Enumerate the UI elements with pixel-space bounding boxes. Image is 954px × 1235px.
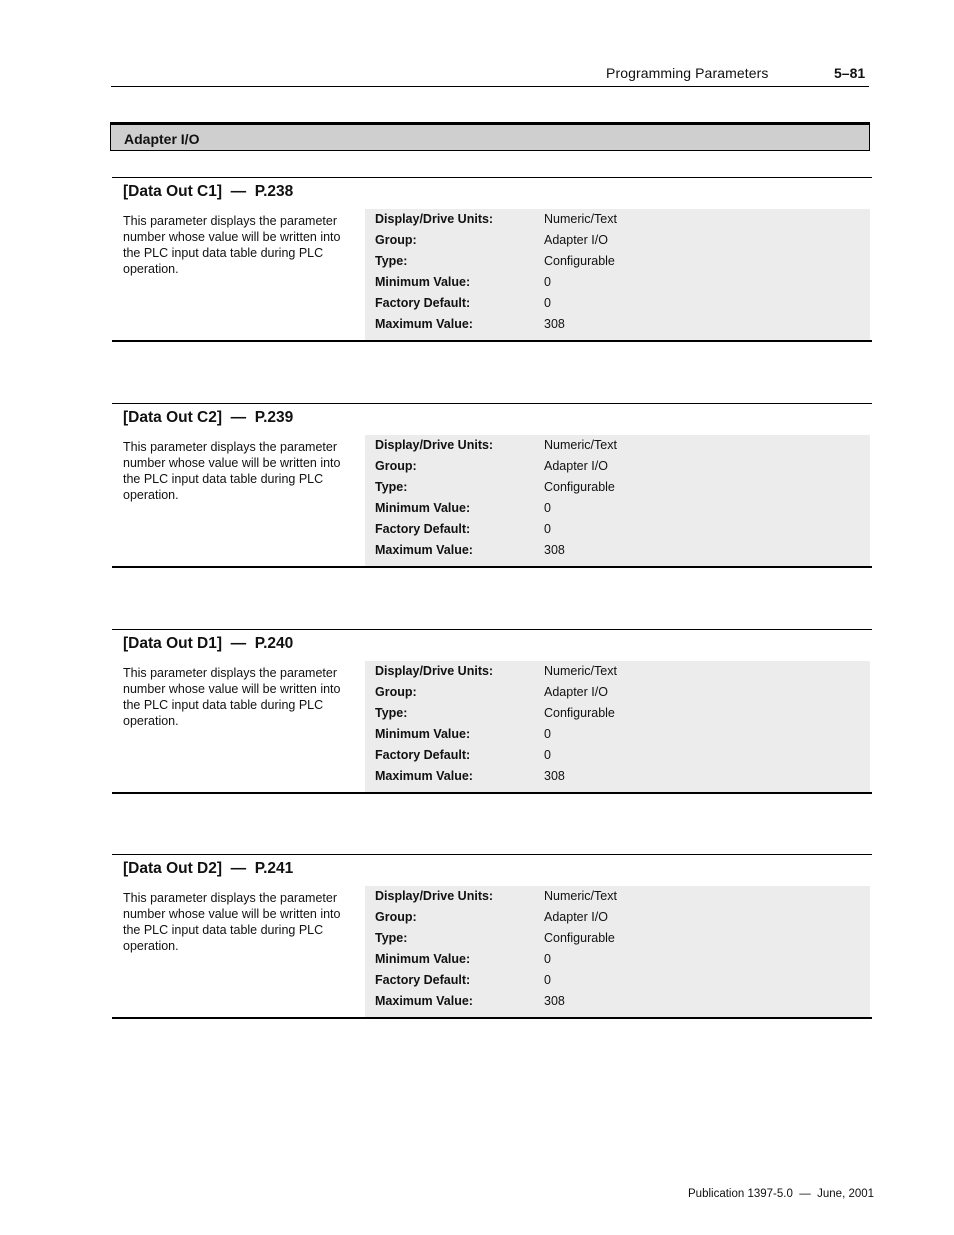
spec-row (365, 209, 870, 230)
running-title: Programming Parameters (606, 65, 769, 81)
section-bar (110, 122, 870, 151)
spec-label: Display/Drive Units: (375, 889, 494, 903)
spec-value: 0 (544, 748, 551, 762)
spec-table (365, 209, 870, 340)
spec-value: Adapter I/O (544, 233, 608, 247)
spec-row (365, 745, 870, 766)
spec-label: Maximum Value: (375, 543, 473, 557)
spec-value: Configurable (544, 480, 615, 494)
spec-value: Numeric/Text (544, 438, 617, 452)
spec-label: Maximum Value: (375, 994, 473, 1008)
parameter-title: [Data Out C1] — P.238 (123, 183, 294, 200)
spec-label: Group: (375, 685, 417, 699)
spec-row (365, 314, 870, 335)
spec-value: 0 (544, 522, 551, 536)
block-bottom-rule (112, 566, 872, 568)
spec-table (365, 886, 870, 1017)
header-rule (111, 86, 869, 87)
spec-row (365, 456, 870, 477)
spec-row (365, 928, 870, 949)
spec-row (365, 970, 870, 991)
spec-row (365, 272, 870, 293)
spec-row (365, 949, 870, 970)
block-top-rule (112, 629, 872, 630)
spec-value: 0 (544, 952, 551, 966)
spec-row (365, 435, 870, 456)
block-top-rule (112, 854, 872, 855)
spec-row (365, 540, 870, 561)
spec-value: Configurable (544, 706, 615, 720)
spec-value: 0 (544, 727, 551, 741)
spec-row (365, 230, 870, 251)
spec-row (365, 991, 870, 1012)
block-top-rule (112, 403, 872, 404)
spec-label: Factory Default: (375, 973, 471, 987)
parameter-block (112, 177, 872, 342)
spec-value: Numeric/Text (544, 889, 617, 903)
spec-value: Adapter I/O (544, 685, 608, 699)
spec-label: Minimum Value: (375, 727, 471, 741)
parameter-description: This parameter displays the parameter number whose value will be written into the PLC input data table during PLC operation. (123, 214, 341, 276)
parameter-block (112, 403, 872, 568)
spec-label: Minimum Value: (375, 501, 471, 515)
spec-table (365, 661, 870, 792)
parameter-title: [Data Out D2] — P.241 (123, 860, 294, 877)
spec-label: Maximum Value: (375, 317, 473, 331)
spec-value: Numeric/Text (544, 664, 617, 678)
publication-footer: Publication 1397-5.0 — June, 2001 (688, 1188, 875, 1200)
parameter-title: [Data Out C2] — P.239 (123, 409, 294, 426)
spec-label: Type: (375, 931, 408, 945)
parameter-block (112, 854, 872, 1019)
spec-label: Maximum Value: (375, 769, 473, 783)
spec-table (365, 435, 870, 566)
block-bottom-rule (112, 792, 872, 794)
parameter-description: This parameter displays the parameter number whose value will be written into the PLC input data table during PLC operation. (123, 666, 341, 728)
page-number: 5–81 (834, 65, 866, 81)
spec-label: Display/Drive Units: (375, 212, 494, 226)
parameter-block (112, 629, 872, 794)
spec-row (365, 766, 870, 787)
spec-value: 0 (544, 973, 551, 987)
spec-label: Display/Drive Units: (375, 664, 494, 678)
spec-value: Adapter I/O (544, 910, 608, 924)
spec-row (365, 251, 870, 272)
block-top-rule (112, 177, 872, 178)
spec-value: 0 (544, 501, 551, 515)
spec-row (365, 498, 870, 519)
parameter-description: This parameter displays the parameter number whose value will be written into the PLC input data table during PLC operation. (123, 891, 341, 953)
spec-label: Type: (375, 480, 408, 494)
spec-row (365, 661, 870, 682)
spec-value: Configurable (544, 931, 615, 945)
spec-value: Adapter I/O (544, 459, 608, 473)
spec-label: Type: (375, 706, 408, 720)
spec-row (365, 477, 870, 498)
spec-value: 0 (544, 296, 551, 310)
spec-value: 0 (544, 275, 551, 289)
spec-value: 308 (544, 769, 565, 783)
spec-label: Factory Default: (375, 522, 471, 536)
spec-row (365, 682, 870, 703)
spec-row (365, 886, 870, 907)
spec-label: Display/Drive Units: (375, 438, 494, 452)
spec-label: Factory Default: (375, 748, 471, 762)
spec-label: Group: (375, 233, 417, 247)
spec-label: Group: (375, 459, 417, 473)
parameter-title: [Data Out D1] — P.240 (123, 635, 294, 652)
spec-row (365, 907, 870, 928)
parameter-description: This parameter displays the parameter number whose value will be written into the PLC input data table during PLC operation. (123, 440, 341, 502)
section-title: Adapter I/O (124, 131, 200, 147)
spec-label: Minimum Value: (375, 952, 471, 966)
spec-value: 308 (544, 543, 565, 557)
block-bottom-rule (112, 340, 872, 342)
spec-row (365, 703, 870, 724)
spec-value: Configurable (544, 254, 615, 268)
spec-label: Factory Default: (375, 296, 471, 310)
spec-value: 308 (544, 994, 565, 1008)
spec-value: 308 (544, 317, 565, 331)
spec-row (365, 293, 870, 314)
spec-label: Minimum Value: (375, 275, 471, 289)
spec-label: Group: (375, 910, 417, 924)
spec-row (365, 724, 870, 745)
spec-value: Numeric/Text (544, 212, 617, 226)
block-bottom-rule (112, 1017, 872, 1019)
spec-label: Type: (375, 254, 408, 268)
spec-row (365, 519, 870, 540)
